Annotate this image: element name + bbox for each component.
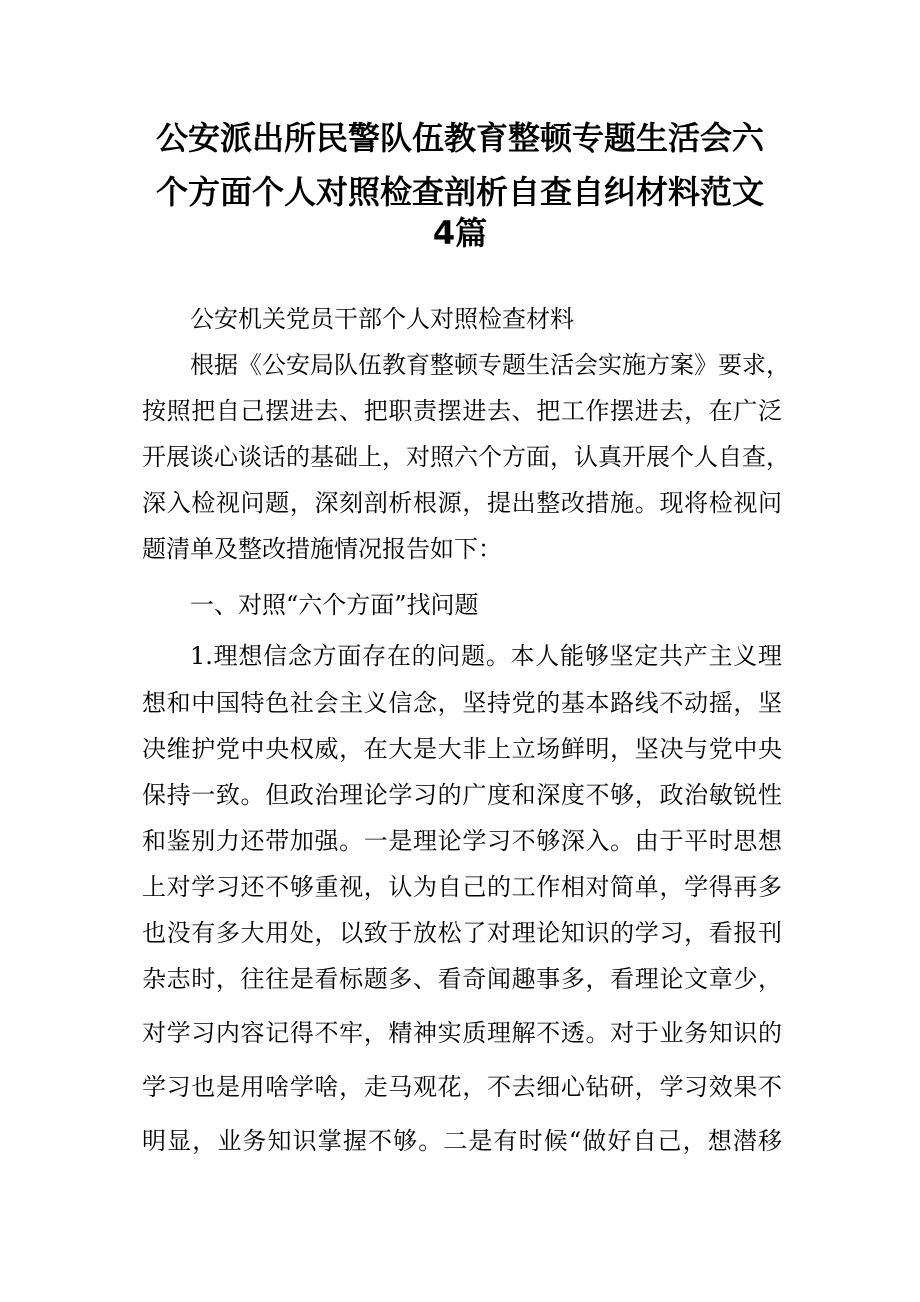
paragraph-line: 题清单及整改措施情况报告如下：: [142, 535, 502, 563]
document-title-line-2: 个方面个人对照检查剖析自查自纠材料范文: [155, 173, 764, 211]
paragraph-line: 决维护党中央权威，在大是大非上立场鲜明，坚决与党中央: [142, 735, 782, 763]
document-title-line-1: 公安派出所民警队伍教育整顿专题生活会六: [155, 119, 764, 157]
paragraph-line: 明显，业务知识掌握不够。二是有时候“做好自己，想潜移: [142, 1127, 782, 1155]
paragraph-line: 开展谈心谈话的基础上，对照六个方面，认真开展个人自查，: [142, 443, 790, 471]
paragraph-line: 和鉴别力还带加强。一是理论学习不够深入。由于平时思想: [142, 827, 782, 855]
paragraph-line: 按照把自己摆进去、把职责摆进去、把工作摆进去，在广泛: [142, 397, 782, 425]
paragraph-line: 上对学习还不够重视，认为自己的工作相对简单，学得再多: [142, 873, 782, 901]
paragraph-line: 根据《公安局队伍教育整顿专题生活会实施方案》要求，: [190, 351, 790, 379]
paragraph-line: 杂志时，往往是看标题多、看奇闻趣事多，看理论文章少，: [142, 965, 782, 993]
paragraph-line: 也没有多大用处，以致于放松了对理论知识的学习，看报刊: [142, 919, 782, 947]
paragraph-line: 学习也是用啥学啥，走马观花，不去细心钻研，学习效果不: [142, 1073, 782, 1101]
paragraph-line: 保持一致。但政治理论学习的广度和深度不够，政治敏锐性: [142, 781, 782, 809]
paragraph-line: 想和中国特色社会主义信念，坚持党的基本路线不动摇，坚: [142, 689, 782, 717]
paragraph-line: 1.理想信念方面存在的问题。本人能够坚定共产主义理: [190, 642, 782, 670]
section-heading: 一、对照“六个方面”找问题: [190, 591, 479, 619]
paragraph-line: 对学习内容记得不牢，精神实质理解不透。对于业务知识的: [142, 1019, 782, 1047]
document-title-line-3: 4篇: [432, 214, 488, 252]
section-heading: 公安机关党员干部个人对照检查材料: [190, 305, 574, 333]
paragraph-line: 深入检视问题，深刻剖析根源，提出整改措施。现将检视问: [142, 489, 782, 517]
